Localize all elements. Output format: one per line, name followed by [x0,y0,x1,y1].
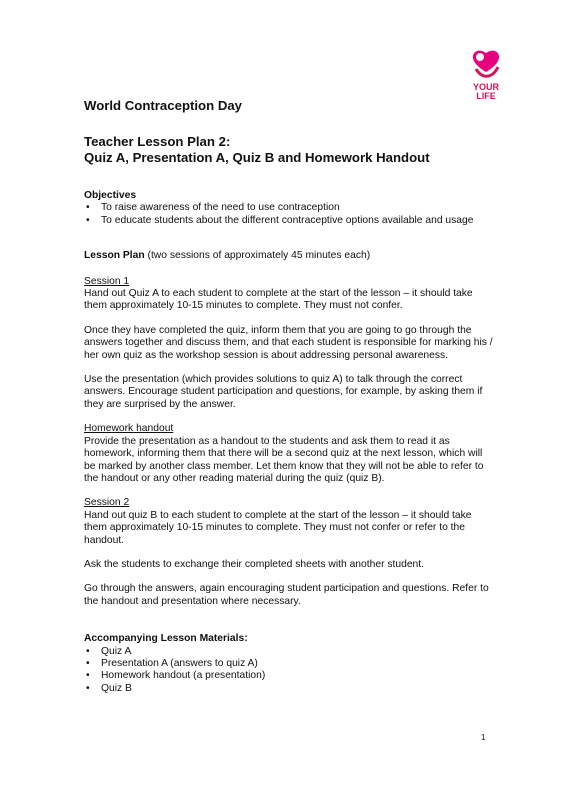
lesson-plan-duration: (two sessions of approximately 45 minutes each) [144,250,371,262]
session2-paragraph-3: Go through the answers, again encouraging student participation and questions. Refer to the handout and presentation where necessary. [84,583,489,607]
objectives-heading: Objectives [84,190,137,201]
lesson-plan-title [84,134,494,166]
material-item: • Quiz A [84,646,494,658]
objectives-list [84,202,494,227]
objective-item: • To educate students about the different contraceptive options available and usage [84,215,494,227]
session1-heading: Session 1 [84,275,130,287]
lesson-plan-label: Lesson Plan [84,250,145,262]
material-item: • Homework handout (a presentation) [84,670,494,682]
session1-paragraph-2: Once they have completed the quiz, inform them that you are going to go through the answers together and discuss them, and that each student is responsible for marking his / her own quiz as the workshop session is about addressing personal awareness. [84,324,493,361]
your-life-logo [466,45,506,103]
material-item: • Presentation A (answers to quiz A) [84,658,494,670]
document-title: World Contraception Day [84,98,243,113]
homework-paragraph: Provide the presentation as a handout to the students and ask them to read it as homework, informing them that there will be a second quiz at the next lesson, which will be marked by another class member. Let them know that they will not be able to refer to the handout or any other reading material during the quiz (quiz B). [84,435,484,484]
materials-heading: Accompanying Lesson Materials: [84,633,248,645]
logo-text-line2: LIFE [476,91,496,101]
session2-paragraph-2: Ask the students to exchange their completed sheets with another student. [84,558,425,570]
session1-paragraph-1: Hand out Quiz A to each student to complete at the start of the lesson – it should take them approximately 10-15 minutes to complete. They must not confer. [84,288,473,312]
session2-paragraph-1: Hand out quiz B to each student to complete at the start of the lesson – it should take them approximately 10-15 minutes to complete. They must not confer or refer to the handout. [84,509,472,546]
logo-text-line1: YOUR [472,82,500,92]
lesson-plan-title-line1: Teacher Lesson Plan 2: [84,134,231,149]
page-number: 1 [481,733,486,742]
homework-heading: Homework handout [84,423,174,435]
lesson-plan-title-line2: Quiz A, Presentation A, Quiz B and Homework Handout [84,150,430,165]
materials-list [84,646,494,696]
lesson-plan-intro [84,250,494,262]
document-body [84,98,494,695]
objective-item: • To raise awareness of the need to use contraception [84,202,494,214]
session1-paragraph-3: Use the presentation (which provides solutions to quiz A) to talk through the correct answers. Encourage student participation and questions, for example, by asking them if they are surprised by the answer. [84,374,483,410]
material-item: • Quiz B [84,683,494,695]
session2-heading: Session 2 [84,497,130,509]
